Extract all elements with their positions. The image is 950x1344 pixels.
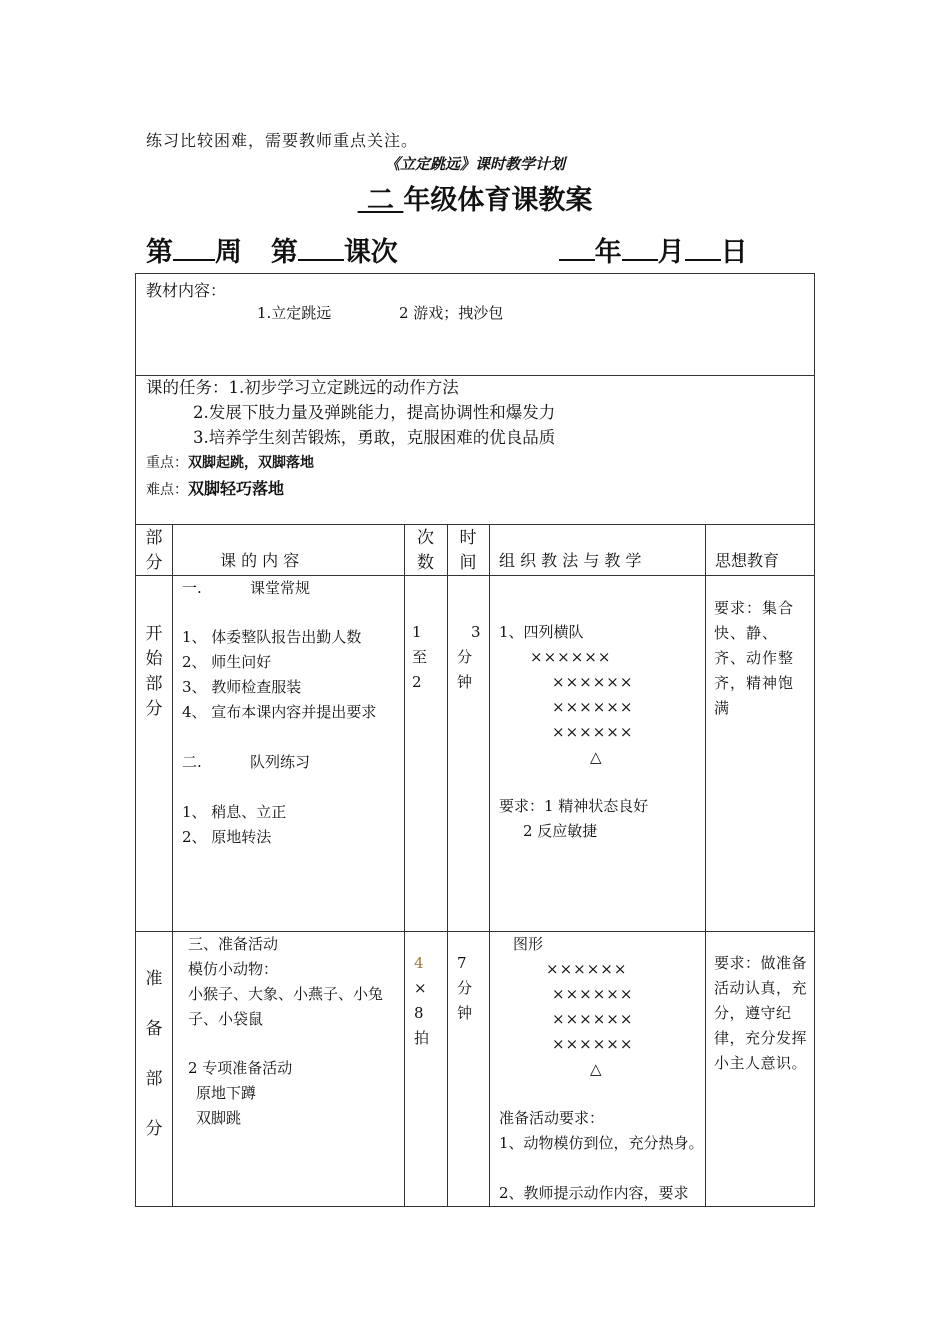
start-count-char: 1 — [412, 623, 422, 641]
start-h2-num: 二. — [182, 753, 202, 771]
prep-time-char: 分 — [457, 979, 473, 997]
date-zhou: 周 — [215, 237, 242, 268]
start-item: 4、 宣布本课内容并提出要求 — [182, 703, 377, 721]
prep-h2: 2 专项准备活动 — [188, 1059, 293, 1077]
start-h2-text: 队列练习 — [250, 753, 311, 771]
date-keci: 课次 — [343, 237, 398, 268]
prep-count-char: 4 — [414, 954, 424, 972]
header-method: 组 织 教 法 与 教 学 — [499, 551, 642, 570]
teacher-marker: △ — [590, 748, 603, 766]
week-blank — [173, 233, 215, 261]
prep-line-1: 模仿小动物： — [188, 960, 279, 978]
header-time — [447, 526, 489, 576]
start-h1-num: 一. — [182, 579, 202, 597]
header-part-char: 分 — [145, 553, 163, 573]
start-req-1: 要求：1 精神状态良好 — [499, 797, 649, 815]
prep-part-char: 部 — [145, 1069, 163, 1089]
title-rest: 年级体育课教案 — [403, 185, 593, 216]
start-item: 2、 原地转法 — [182, 828, 272, 846]
prep-req-title: 准备活动要求： — [499, 1109, 605, 1127]
header-count-char: 次 — [417, 528, 434, 548]
prep-count — [414, 951, 429, 1051]
header-thought: 思想教育 — [715, 551, 780, 570]
formation-row: ×××××× — [546, 960, 628, 978]
date-di2: 第 — [270, 237, 298, 268]
day-blank — [685, 233, 721, 261]
page-title — [0, 178, 950, 217]
header-count-char: 数 — [417, 553, 434, 573]
formation-row: ×××××× — [552, 1035, 634, 1053]
grade-value: 二 — [367, 185, 394, 216]
prep-time — [457, 951, 472, 1026]
start-part-char: 开 — [145, 624, 163, 644]
difficult-value: 双脚轻巧落地 — [188, 479, 285, 498]
formation-row: ×××××× — [552, 698, 634, 716]
prep-method-title: 图形 — [513, 935, 544, 953]
task-line-2: 2.发展下肢力量及弹跳能力，提高协调性和爆发力 — [193, 403, 556, 422]
header-time-char: 时 — [459, 528, 477, 548]
month-blank — [622, 233, 658, 261]
prep-time-char: 钟 — [457, 1004, 473, 1022]
start-part-char: 部 — [145, 674, 163, 694]
formation-row: ×××××× — [552, 1010, 634, 1028]
start-part-char: 始 — [145, 649, 163, 669]
prep-part-char: 分 — [145, 1119, 163, 1139]
header-count — [404, 526, 447, 576]
prep-item-2: 双脚跳 — [196, 1109, 242, 1127]
difficult-label: 难点： — [146, 482, 188, 498]
start-item: 3、 教师检查服装 — [182, 678, 302, 696]
lesson-plan-table — [135, 273, 815, 1207]
start-time-char: 分 — [457, 648, 473, 666]
prep-line-2: 小猴子、大象、小燕子、小兔子、小袋鼠 — [188, 985, 384, 1028]
year-blank — [559, 233, 595, 261]
start-thought: 要求：集合快、静、齐、动作整齐，精神饱满 — [714, 599, 795, 717]
start-count-char: 2 — [412, 673, 422, 691]
grade-underlined — [358, 185, 404, 216]
start-item: 1、 体委整队报告出勤人数 — [182, 628, 362, 646]
start-item: 2、 师生问好 — [182, 653, 272, 671]
date-di1: 第 — [146, 237, 173, 268]
prep-req-2: 2、教师提示动作内容，要求 — [499, 1184, 689, 1202]
start-item: 1、 稍息、立正 — [182, 803, 287, 821]
key-point — [146, 451, 314, 476]
lesson-subtitle: 《立定跳远》课时教学计划 — [384, 155, 565, 173]
col-divider — [489, 524, 490, 1206]
intro-line: 练习比较困难，需要教师重点关注。 — [146, 131, 419, 150]
header-part-char: 部 — [145, 528, 163, 548]
start-req-2: 2 反应敏捷 — [523, 822, 598, 840]
header-content: 课 的 内 容 — [220, 551, 300, 570]
date-yue: 月 — [657, 237, 685, 268]
header-time-char: 间 — [459, 553, 477, 573]
header-part — [136, 526, 172, 576]
lesson-blank — [298, 233, 344, 261]
material-item-2: 2 游戏；拽沙包 — [399, 304, 504, 322]
prep-count-char: 拍 — [414, 1029, 430, 1047]
material-item-1: 1.立定跳远 — [257, 304, 332, 322]
col-divider — [404, 524, 405, 1206]
formation-row: ×××××× — [552, 985, 634, 1003]
start-h1-text: 课堂常规 — [250, 579, 311, 597]
prep-time-char: 7 — [457, 954, 467, 972]
teacher-marker: △ — [590, 1060, 603, 1078]
start-time-char: 3 — [471, 623, 481, 641]
col-divider — [447, 524, 448, 1206]
row-divider — [136, 524, 814, 525]
col-divider — [705, 524, 706, 1206]
col-divider — [172, 524, 173, 1206]
formation-row: ×××××× — [552, 673, 634, 691]
prep-part — [136, 954, 172, 1154]
prep-formation — [546, 957, 633, 1082]
formation-row: ×××××× — [552, 723, 634, 741]
start-time-char: 钟 — [457, 673, 473, 691]
start-method-title: 1、四列横队 — [499, 623, 584, 641]
prep-count-char: 8 — [414, 1004, 424, 1022]
date-ri: 日 — [720, 237, 748, 268]
task-line-1: 课的任务：1.初步学习立定跳远的动作方法 — [146, 378, 459, 397]
prep-part-char: 准 — [145, 969, 163, 989]
start-part — [136, 622, 172, 722]
difficult-point — [146, 476, 284, 503]
prep-req-1: 1、动物模仿到位，充分热身。 — [499, 1134, 704, 1152]
start-formation — [530, 645, 633, 770]
start-part-char: 分 — [145, 699, 163, 719]
task-line-3: 3.培养学生刻苦锻炼，勇敢，克服困难的优良品质 — [193, 428, 556, 447]
material-label: 教材内容： — [146, 281, 227, 300]
prep-h1: 三、准备活动 — [188, 935, 279, 953]
date-nian: 年 — [594, 237, 622, 268]
prep-count-char: × — [414, 979, 427, 997]
key-label: 重点： — [146, 455, 188, 471]
formation-row: ×××××× — [530, 648, 612, 666]
prep-part-char: 备 — [145, 1019, 163, 1039]
start-count-char: 至 — [412, 648, 428, 666]
prep-thought: 要求：做准备活动认真，充分，遵守纪律，充分发挥小主人意识。 — [714, 954, 808, 1072]
key-value: 双脚起跳，双脚落地 — [188, 455, 314, 471]
date-line — [146, 230, 748, 269]
start-count — [412, 620, 427, 695]
prep-item-1: 原地下蹲 — [196, 1084, 257, 1102]
start-time — [457, 620, 481, 695]
